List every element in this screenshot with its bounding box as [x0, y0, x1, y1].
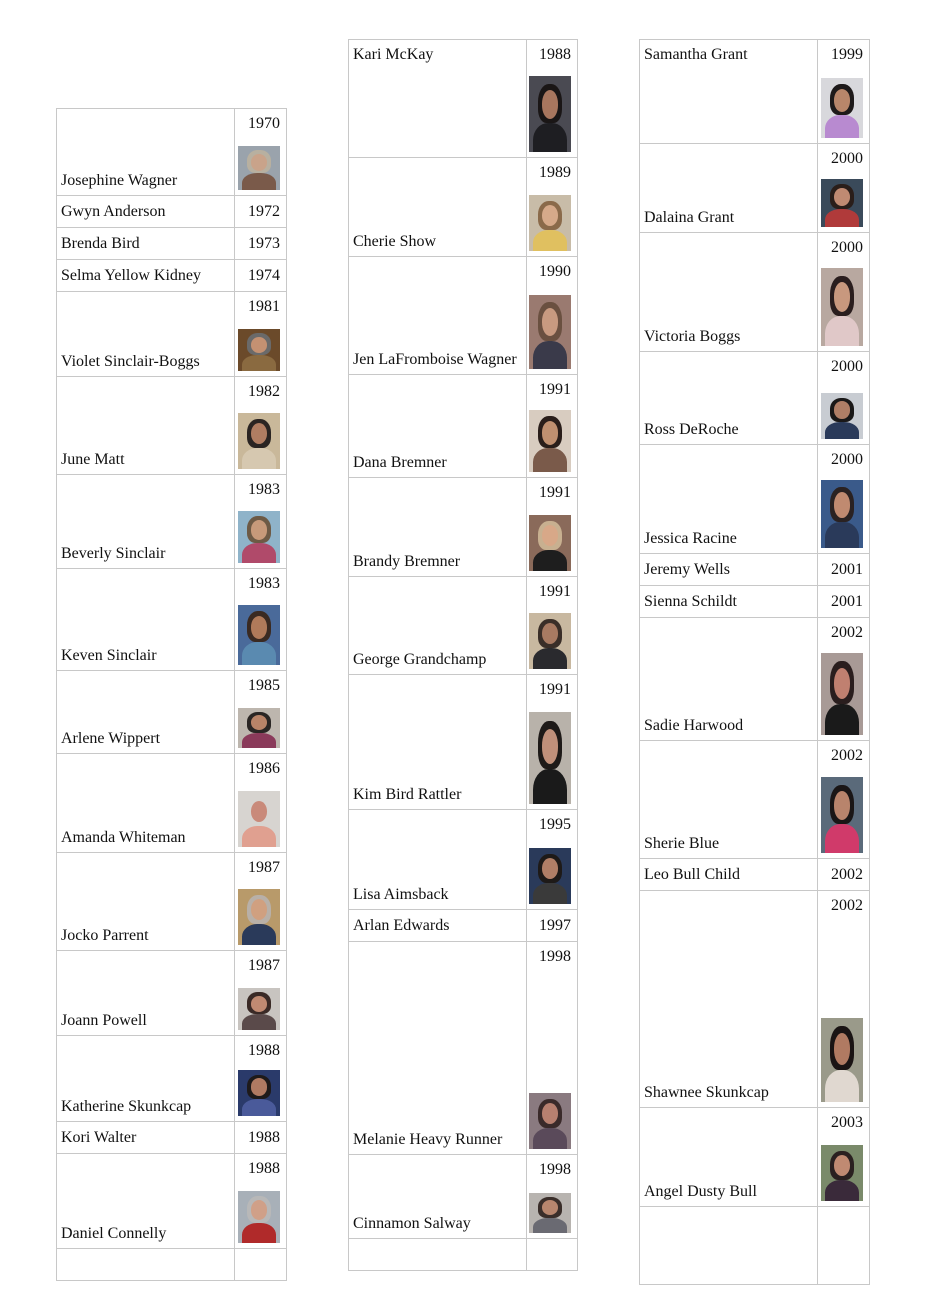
year-cell — [235, 109, 286, 195]
table-row — [640, 144, 869, 233]
person-photo — [529, 76, 571, 152]
year-label: 1985 — [248, 677, 280, 694]
table-row — [57, 377, 286, 475]
year-cell — [818, 233, 869, 351]
person-name: Selma Yellow Kidney — [57, 260, 235, 291]
year-cell — [527, 577, 577, 674]
year-cell — [818, 1207, 869, 1284]
person-name: Angel Dusty Bull — [640, 1108, 818, 1206]
person-name: Josephine Wagner — [57, 109, 235, 195]
year-label: 1970 — [248, 115, 280, 132]
person-photo — [238, 708, 280, 748]
year-cell — [235, 754, 286, 852]
year-label: 2000 — [831, 451, 863, 468]
person-photo — [238, 605, 280, 665]
person-name: Victoria Boggs — [640, 233, 818, 351]
person-name — [349, 1239, 527, 1270]
year-cell — [235, 951, 286, 1035]
person-name: Brandy Bremner — [349, 478, 527, 576]
year-cell — [818, 586, 869, 617]
person-name: June Matt — [57, 377, 235, 474]
year-label: 1974 — [248, 266, 280, 284]
year-label: 1973 — [248, 234, 280, 252]
table-row — [57, 951, 286, 1036]
year-cell — [527, 1239, 577, 1270]
year-label: 1999 — [831, 46, 863, 63]
person-name: Cherie Show — [349, 158, 527, 256]
year-cell — [527, 910, 577, 941]
year-cell — [235, 1249, 286, 1280]
table-row — [640, 741, 869, 859]
person-photo — [529, 848, 571, 904]
person-photo — [529, 515, 571, 571]
table-column-1 — [56, 108, 287, 1281]
table-row — [57, 109, 286, 196]
year-cell — [235, 292, 286, 376]
year-cell — [235, 671, 286, 753]
year-cell — [818, 1108, 869, 1206]
year-label: 1990 — [539, 263, 571, 280]
person-photo — [821, 1018, 863, 1102]
year-cell — [235, 853, 286, 950]
person-photo — [238, 1191, 280, 1243]
year-label: 2003 — [831, 1114, 863, 1131]
person-photo — [529, 613, 571, 669]
year-label: 1991 — [539, 484, 571, 501]
table-row — [57, 1154, 286, 1249]
year-label: 1988 — [248, 1128, 280, 1146]
person-photo — [821, 78, 863, 138]
year-cell — [527, 942, 577, 1154]
table-row — [349, 675, 577, 810]
person-name: Jeremy Wells — [640, 554, 818, 585]
person-photo — [238, 329, 280, 371]
year-cell — [527, 375, 577, 477]
person-photo — [821, 653, 863, 735]
year-label: 1998 — [539, 948, 571, 965]
year-cell — [235, 196, 286, 227]
person-name: Sadie Harwood — [640, 618, 818, 740]
year-label: 1997 — [539, 916, 571, 934]
table-row — [640, 1207, 869, 1285]
year-label: 1987 — [248, 957, 280, 974]
person-photo — [821, 777, 863, 853]
table-row — [57, 292, 286, 377]
person-name — [57, 1249, 235, 1280]
person-photo — [238, 413, 280, 469]
table-row — [57, 754, 286, 853]
person-photo — [529, 410, 571, 472]
year-label: 1981 — [248, 298, 280, 315]
table-column-3 — [639, 39, 870, 1285]
person-name — [640, 1207, 818, 1284]
table-row — [640, 891, 869, 1108]
person-name: Katherine Skunkcap — [57, 1036, 235, 1121]
year-cell — [235, 228, 286, 259]
year-cell — [527, 40, 577, 157]
person-photo — [238, 988, 280, 1030]
year-label: 1988 — [539, 46, 571, 63]
table-row — [640, 233, 869, 352]
year-label: 1995 — [539, 816, 571, 833]
year-cell — [818, 554, 869, 585]
table-row — [57, 475, 286, 569]
year-cell — [235, 377, 286, 474]
year-cell — [235, 569, 286, 670]
year-label: 2000 — [831, 150, 863, 167]
year-cell — [235, 1122, 286, 1153]
year-cell — [527, 257, 577, 374]
person-photo — [238, 791, 280, 847]
person-name: Violet Sinclair-Boggs — [57, 292, 235, 376]
year-cell — [818, 741, 869, 858]
year-label: 2000 — [831, 358, 863, 375]
table-row — [349, 577, 577, 675]
year-label: 1988 — [248, 1042, 280, 1059]
person-photo — [238, 511, 280, 563]
year-cell — [527, 675, 577, 809]
year-cell — [818, 445, 869, 553]
table-row — [57, 569, 286, 671]
table-row — [349, 158, 577, 257]
person-name: Cinnamon Salway — [349, 1155, 527, 1238]
person-name: Leo Bull Child — [640, 859, 818, 890]
person-name: Dalaina Grant — [640, 144, 818, 232]
table-row — [349, 1239, 577, 1271]
table-row — [640, 554, 869, 586]
person-photo — [529, 195, 571, 251]
year-label: 1991 — [539, 381, 571, 398]
person-photo — [821, 480, 863, 548]
table-row — [57, 671, 286, 754]
table-row — [349, 810, 577, 910]
year-label: 2002 — [831, 624, 863, 641]
table-row — [349, 1155, 577, 1239]
table-row — [57, 1036, 286, 1122]
person-name: Lisa Aimsback — [349, 810, 527, 909]
year-cell — [818, 144, 869, 232]
person-name: Sherie Blue — [640, 741, 818, 858]
person-name: Melanie Heavy Runner — [349, 942, 527, 1154]
year-label: 1983 — [248, 575, 280, 592]
table-row — [57, 228, 286, 260]
person-name: Shawnee Skunkcap — [640, 891, 818, 1107]
table-row — [640, 618, 869, 741]
table-row — [57, 1122, 286, 1154]
person-name: Amanda Whiteman — [57, 754, 235, 852]
person-name: Joann Powell — [57, 951, 235, 1035]
year-cell — [527, 158, 577, 256]
table-row — [57, 260, 286, 292]
year-label: 2002 — [831, 897, 863, 914]
table-row — [57, 853, 286, 951]
person-name: Kari McKay — [349, 40, 527, 157]
person-photo — [529, 295, 571, 369]
person-name: Jocko Parrent — [57, 853, 235, 950]
year-cell — [527, 810, 577, 909]
year-label: 1991 — [539, 583, 571, 600]
person-photo — [529, 1193, 571, 1233]
person-name: Keven Sinclair — [57, 569, 235, 670]
person-name: Arlan Edwards — [349, 910, 527, 941]
year-cell — [527, 478, 577, 576]
person-photo — [238, 889, 280, 945]
table-row — [640, 352, 869, 445]
person-photo — [529, 1093, 571, 1149]
table-row — [640, 40, 869, 144]
year-cell — [818, 352, 869, 444]
person-name: Jessica Racine — [640, 445, 818, 553]
person-name: Beverly Sinclair — [57, 475, 235, 568]
year-cell — [235, 475, 286, 568]
person-name: Brenda Bird — [57, 228, 235, 259]
year-cell — [818, 618, 869, 740]
table-row — [640, 586, 869, 618]
year-label: 2002 — [831, 747, 863, 764]
table-column-2 — [348, 39, 578, 1271]
year-label: 1988 — [248, 1160, 280, 1177]
person-name: Jen LaFromboise Wagner — [349, 257, 527, 374]
year-label: 1982 — [248, 383, 280, 400]
table-row — [640, 445, 869, 554]
year-label: 2001 — [831, 592, 863, 610]
person-name: Sienna Schildt — [640, 586, 818, 617]
person-photo — [821, 179, 863, 227]
table-row — [349, 942, 577, 1155]
person-name: Gwyn Anderson — [57, 196, 235, 227]
year-label: 1986 — [248, 760, 280, 777]
person-photo — [821, 1145, 863, 1201]
table-row — [640, 1108, 869, 1207]
table-row — [57, 1249, 286, 1281]
year-label: 2002 — [831, 865, 863, 883]
person-name: Dana Bremner — [349, 375, 527, 477]
person-name: George Grandchamp — [349, 577, 527, 674]
person-name: Daniel Connelly — [57, 1154, 235, 1248]
year-label: 1991 — [539, 681, 571, 698]
person-name: Kim Bird Rattler — [349, 675, 527, 809]
person-name: Samantha Grant — [640, 40, 818, 143]
table-row — [349, 478, 577, 577]
person-name: Kori Walter — [57, 1122, 235, 1153]
person-photo — [529, 712, 571, 804]
year-label: 1998 — [539, 1161, 571, 1178]
year-label: 1989 — [539, 164, 571, 181]
year-label: 1987 — [248, 859, 280, 876]
year-cell — [818, 891, 869, 1107]
table-row — [57, 196, 286, 228]
person-name: Arlene Wippert — [57, 671, 235, 753]
year-cell — [235, 1036, 286, 1121]
year-cell — [235, 260, 286, 291]
person-photo — [821, 268, 863, 346]
year-label: 2000 — [831, 239, 863, 256]
year-cell — [818, 40, 869, 143]
person-name: Ross DeRoche — [640, 352, 818, 444]
table-row — [349, 40, 577, 158]
year-cell — [527, 1155, 577, 1238]
person-photo — [238, 146, 280, 190]
table-row — [349, 375, 577, 478]
year-label: 1972 — [248, 202, 280, 220]
year-cell — [818, 859, 869, 890]
person-photo — [238, 1070, 280, 1116]
table-row — [349, 257, 577, 375]
year-cell — [235, 1154, 286, 1248]
person-photo — [821, 393, 863, 439]
year-label: 2001 — [831, 560, 863, 578]
table-row — [640, 859, 869, 891]
table-row — [349, 910, 577, 942]
year-label: 1983 — [248, 481, 280, 498]
